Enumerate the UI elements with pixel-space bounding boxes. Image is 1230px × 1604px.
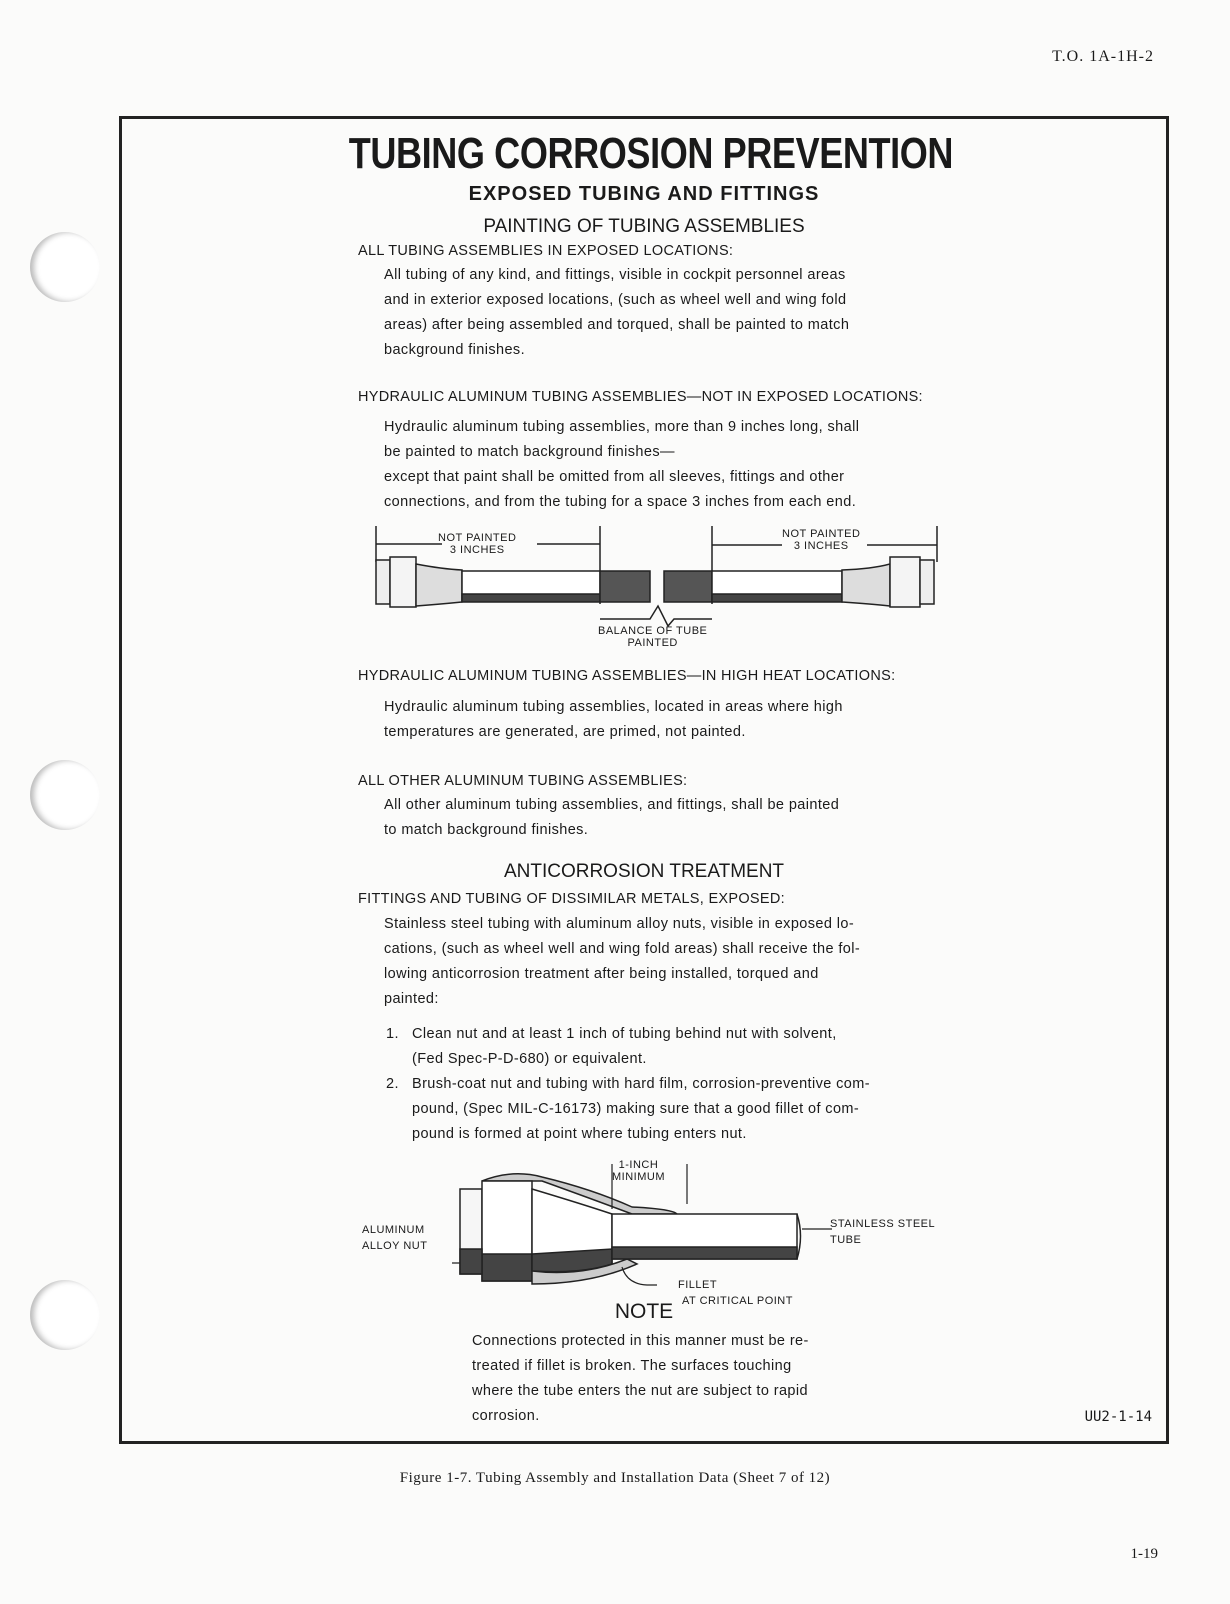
paragraph: All other aluminum tubing assemblies, and fittings, shall be painted to match background finishes. <box>384 797 840 838</box>
subtitle: EXPOSED TUBING AND FITTINGS <box>468 183 820 205</box>
punch-hole <box>30 760 100 830</box>
note-heading: NOTE <box>614 1300 674 1323</box>
page-number: 1-19 <box>1130 1546 1158 1562</box>
section-heading: ANTICORROSION TREATMENT <box>503 861 785 882</box>
note-text: Connections protected in this manner must be re- treated if fillet is broken. The surfaces touching where the tube enters the nut are subject to rapid corrosion. <box>472 1333 809 1424</box>
section-label: ALL TUBING ASSEMBLIES IN EXPOSED LOCATIONS: <box>358 243 734 259</box>
section-label: ALL OTHER ALUMINUM TUBING ASSEMBLIES: <box>358 773 688 789</box>
doc-number: T.O. 1A-1H-2 <box>1052 48 1154 65</box>
section-label: HYDRAULIC ALUMINUM TUBING ASSEMBLIES—IN HIGH HEAT LOCATIONS: <box>358 668 896 684</box>
diagram-label: FILLET AT CRITICAL POINT <box>678 1279 793 1307</box>
punch-hole <box>30 232 100 302</box>
paragraph: All tubing of any kind, and fittings, visible in cockpit personnel areas and in exterior exposed locations, (such as wheel well and wing fold areas) after being assembled and torqued, shall be painted to match background finishes. <box>384 267 850 358</box>
paragraph: Hydraulic aluminum tubing assemblies, more than 9 inches long, shall be painted to match background finishes— except that paint shall be omitted from all sleeves, fittings and other connections, and from the tubing for a space 3 inches from each end. <box>384 419 860 510</box>
section-label: HYDRAULIC ALUMINUM TUBING ASSEMBLIES—NOT IN EXPOSED LOCATIONS: <box>358 389 923 405</box>
diagram-label: NOT PAINTED 3 INCHES <box>438 532 517 556</box>
diagram-label: BALANCE OF TUBE PAINTED <box>598 625 708 649</box>
step-item: 2. Brush-coat nut and tubing with hard film, corrosion-preventive com- pound, (Spec MIL-C-16173) making sure that a good fillet of com- pound is formed at point where tubing enters nut. <box>386 1076 870 1142</box>
section-label: FITTINGS AND TUBING OF DISSIMILAR METALS, EXPOSED: <box>358 891 785 907</box>
section-heading: PAINTING OF TUBING ASSEMBLIES <box>483 216 805 237</box>
diagram-label: NOT PAINTED 3 INCHES <box>782 528 861 552</box>
figure-caption: Figure 1-7. Tubing Assembly and Installation Data (Sheet 7 of 12) <box>399 1470 831 1486</box>
paragraph: Hydraulic aluminum tubing assemblies, located in areas where high temperatures are generated, are primed, not painted. <box>384 699 843 740</box>
step-item: 1. Clean nut and at least 1 inch of tubing behind nut with solvent, (Fed Spec-P-D-680) or equivalent. <box>386 1026 837 1067</box>
diagram-label: ALUMINUM ALLOY NUT <box>362 1224 428 1252</box>
figure-frame <box>119 116 1169 1444</box>
paragraph: Stainless steel tubing with aluminum alloy nuts, visible in exposed lo- cations, (such as wheel well and wing fold areas) shall receive the fol- lowing anticorrosion treatment after being installed, torqued and painted: <box>384 916 861 1007</box>
figure-id: UU2-1-14 <box>1084 1409 1152 1425</box>
diagram-label: 1-INCH MINIMUM <box>612 1159 665 1183</box>
diagram-label: STAINLESS STEEL TUBE <box>830 1218 936 1246</box>
punch-hole <box>30 1280 100 1350</box>
page-title: TUBING CORROSION PREVENTION <box>348 129 954 178</box>
